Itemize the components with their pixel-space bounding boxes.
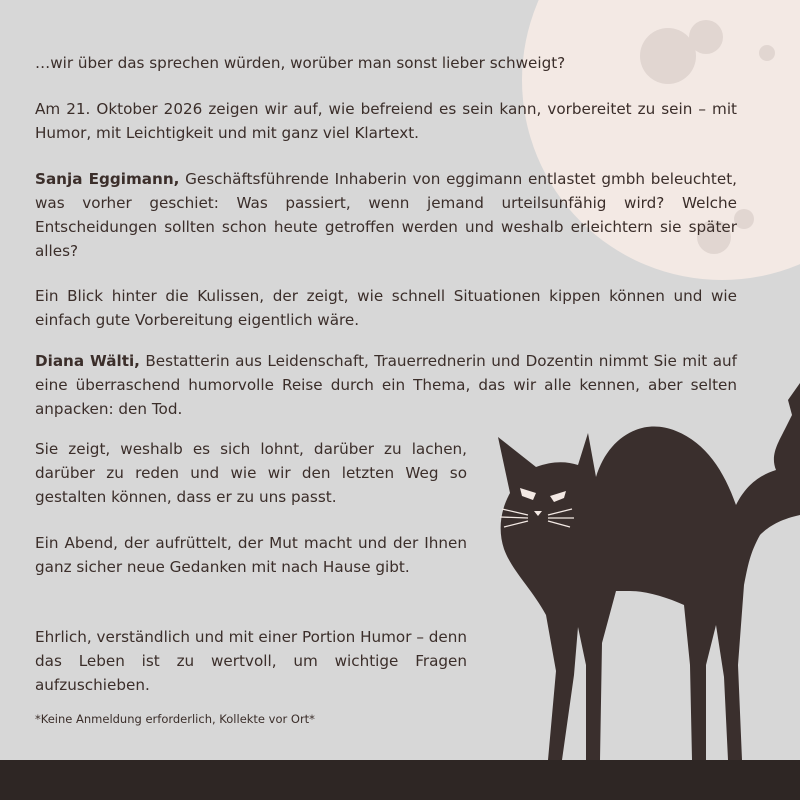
- speaker2-name: Diana Wälti,: [35, 352, 140, 370]
- moon-crater: [689, 20, 723, 54]
- speaker1-paragraph: [35, 167, 737, 263]
- moon-crater: [759, 45, 775, 61]
- event-text: Am 21. Oktober 2026 zeigen wir auf, wie befreiend es sein kann, vorbereitet zu sein – mit Humor, mit Leichtigkeit und mit ganz viel Klartext.: [35, 100, 737, 142]
- backstage-text: Ein Blick hinter die Kulissen, der zeigt, wie schnell Situationen kippen können und wie einfach gute Vorbereitung eigentlich wäre.: [35, 287, 737, 329]
- honest-text: Ehrlich, verständlich und mit einer Portion Humor – denn das Leben ist zu wertvoll, um wichtige Fragen aufzuschieben.: [35, 628, 467, 694]
- evening-text: Ein Abend, der aufrüttelt, der Mut macht und der Ihnen ganz sicher neue Gedanken mit nach Hause gibt.: [35, 534, 467, 576]
- intro-text: …wir über das sprechen würden, worüber man sonst lieber schweigt?: [35, 54, 566, 72]
- footnote: *Keine Anmeldung erforderlich, Kollekte vor Ort*: [35, 712, 315, 726]
- speaker1-name: Sanja Eggimann,: [35, 170, 180, 188]
- speaker1-text: Geschäftsführende Inhaberin von eggimann entlastet gmbh beleuchtet, was vorher geschiet: Was passiert, wenn jemand urteilsunfähig wird? Welche Entscheidungen sollten schon heute getroffen werden und weshalb erleichtern sie später alles?: [35, 170, 737, 260]
- black-cat-icon: [470, 365, 800, 765]
- ground-strip: [0, 760, 800, 800]
- speaker2-text: Bestatterin aus Leidenschaft, Trauerrednerin und Dozentin nimmt Sie mit auf eine überraschend humorvolle Reise durch ein Thema, das wir alle kennen, aber selten anpacken: den Tod.: [35, 352, 737, 418]
- laugh-text: Sie zeigt, weshalb es sich lohnt, darüber zu lachen, darüber zu reden und wie wir den letzten Weg so gestalten können, dass er zu uns passt.: [35, 440, 467, 506]
- moon-crater: [734, 209, 754, 229]
